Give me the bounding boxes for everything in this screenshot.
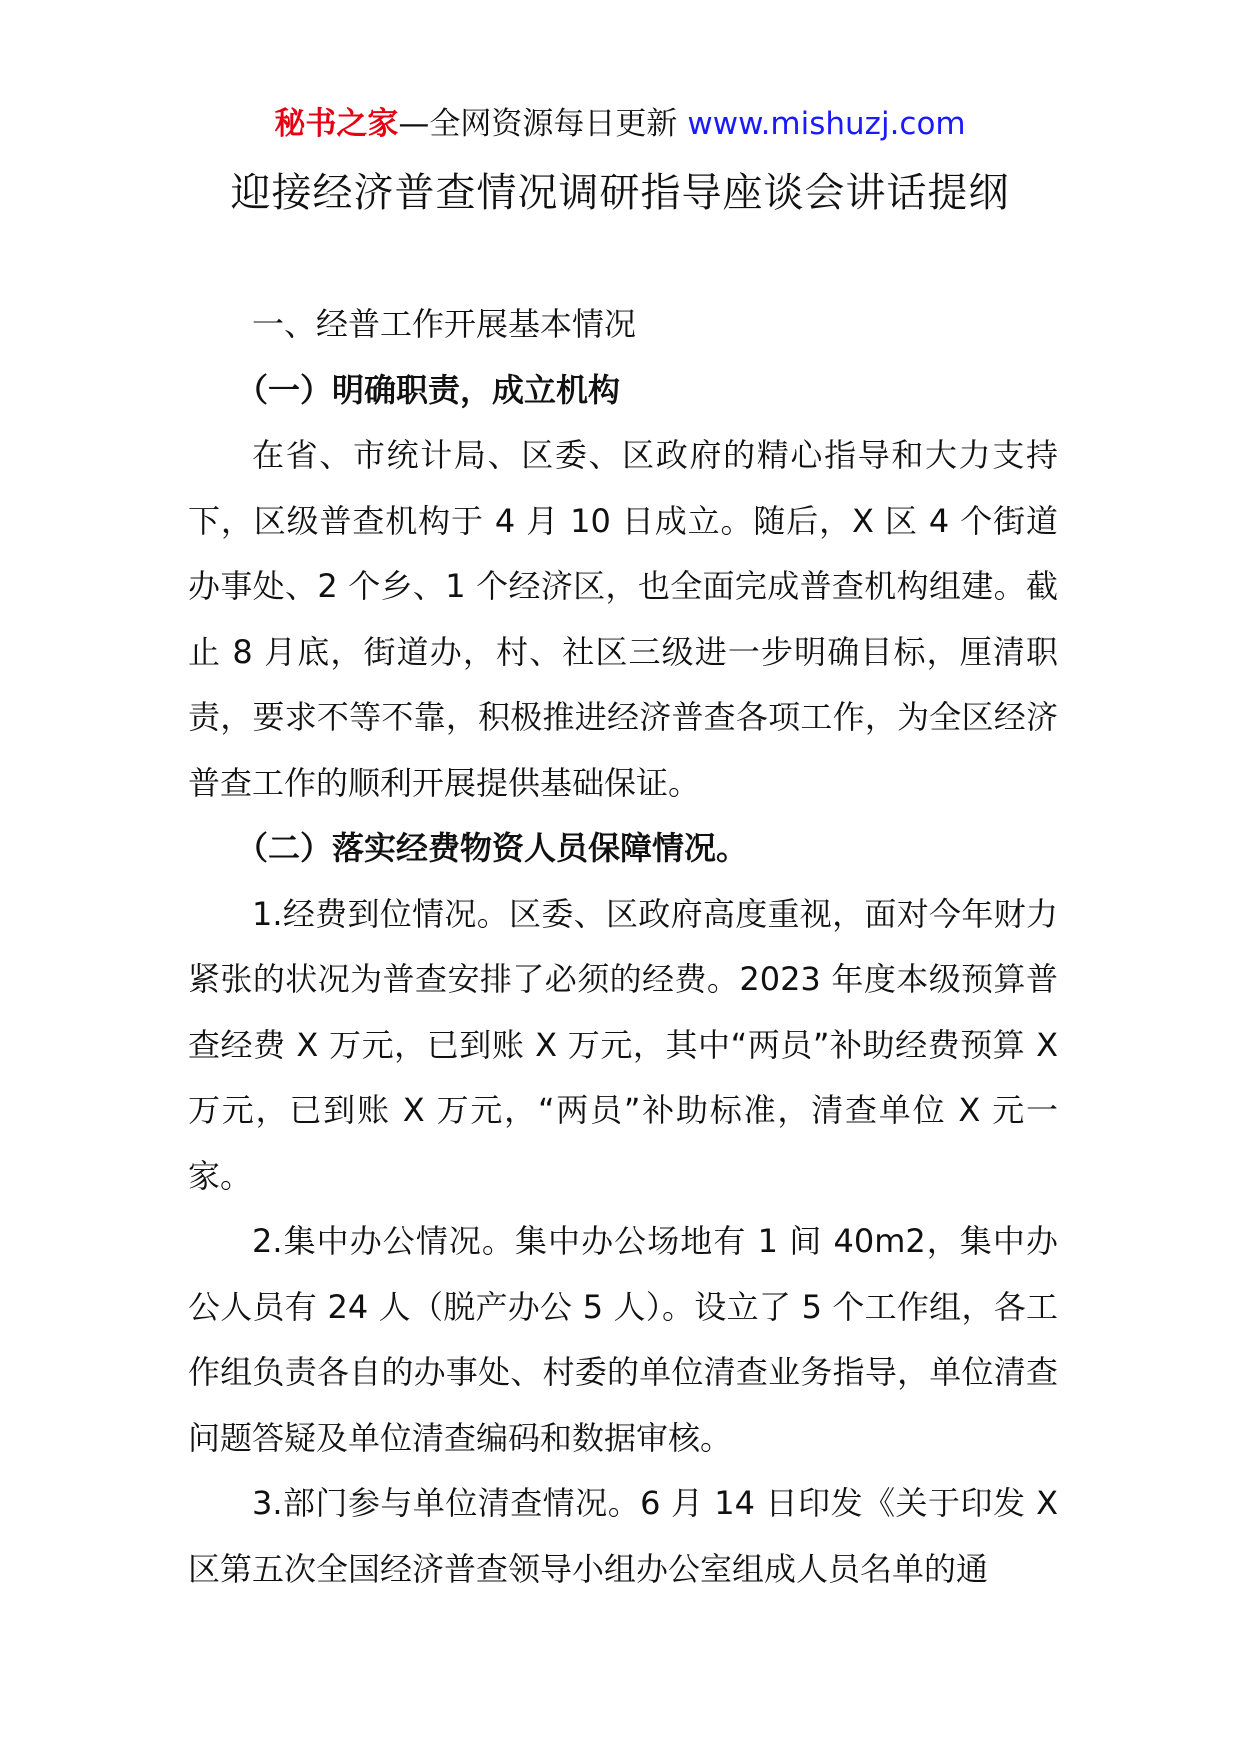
document-body bbox=[188, 292, 1058, 1602]
document-title: 迎接经济普查情况调研指导座谈会讲话提纲 bbox=[230, 170, 1010, 216]
banner-tagline: —全网资源每日更新 bbox=[398, 106, 678, 142]
section-heading: 一、经普工作开展基本情况 bbox=[252, 305, 637, 343]
site-url[interactable]: www.mishuzj.com bbox=[687, 106, 966, 142]
brand-name: 秘书之家 bbox=[274, 106, 399, 142]
paragraph: 在省、市统计局、区委、区政府的精心指导和大力支持下，区级普查机构于 4 月 10 日成立。随后，X 区 4 个街道办事处、2 个乡、1 个经济区，也全面完成普查机构组建。截止 8 月底，街道办，村、社区三级进一步明确目标，厘清职责，要求不等不靠，积极推进经济普查各项工作，为全区经济普查工作的顺利开展提供基础保证。 bbox=[188, 436, 1058, 802]
paragraph: 2.集中办公情况。集中办公场地有 1 间 40m2，集中办公人员有 24 人（脱产办公 5 人）。设立了 5 个工作组，各工作组负责各自的办事处、村委的单位清查业务指导，单位清查问题答疑及单位清查编码和数据审核。 bbox=[188, 1222, 1058, 1457]
subsection-heading: （一）明确职责，成立机构 bbox=[236, 370, 621, 409]
paragraph: 1.经费到位情况。区委、区政府高度重视，面对今年财力紧张的状况为普查安排了必须的经费。2023 年度本级预算普查经费 X 万元，已到账 X 万元，其中“两员”补助经费预算 X 万元，已到账 X 万元，“两员”补助标准，清查单位 X 元一家。 bbox=[188, 894, 1058, 1195]
paragraph: 3.部门参与单位清查情况。6 月 14 日印发《关于印发 X 区第五次全国经济普查领导小组办公室组成人员名单的通 bbox=[188, 1484, 1058, 1588]
subsection-heading: （二）落实经费物资人员保障情况。 bbox=[236, 829, 749, 867]
site-banner bbox=[0, 100, 1240, 148]
